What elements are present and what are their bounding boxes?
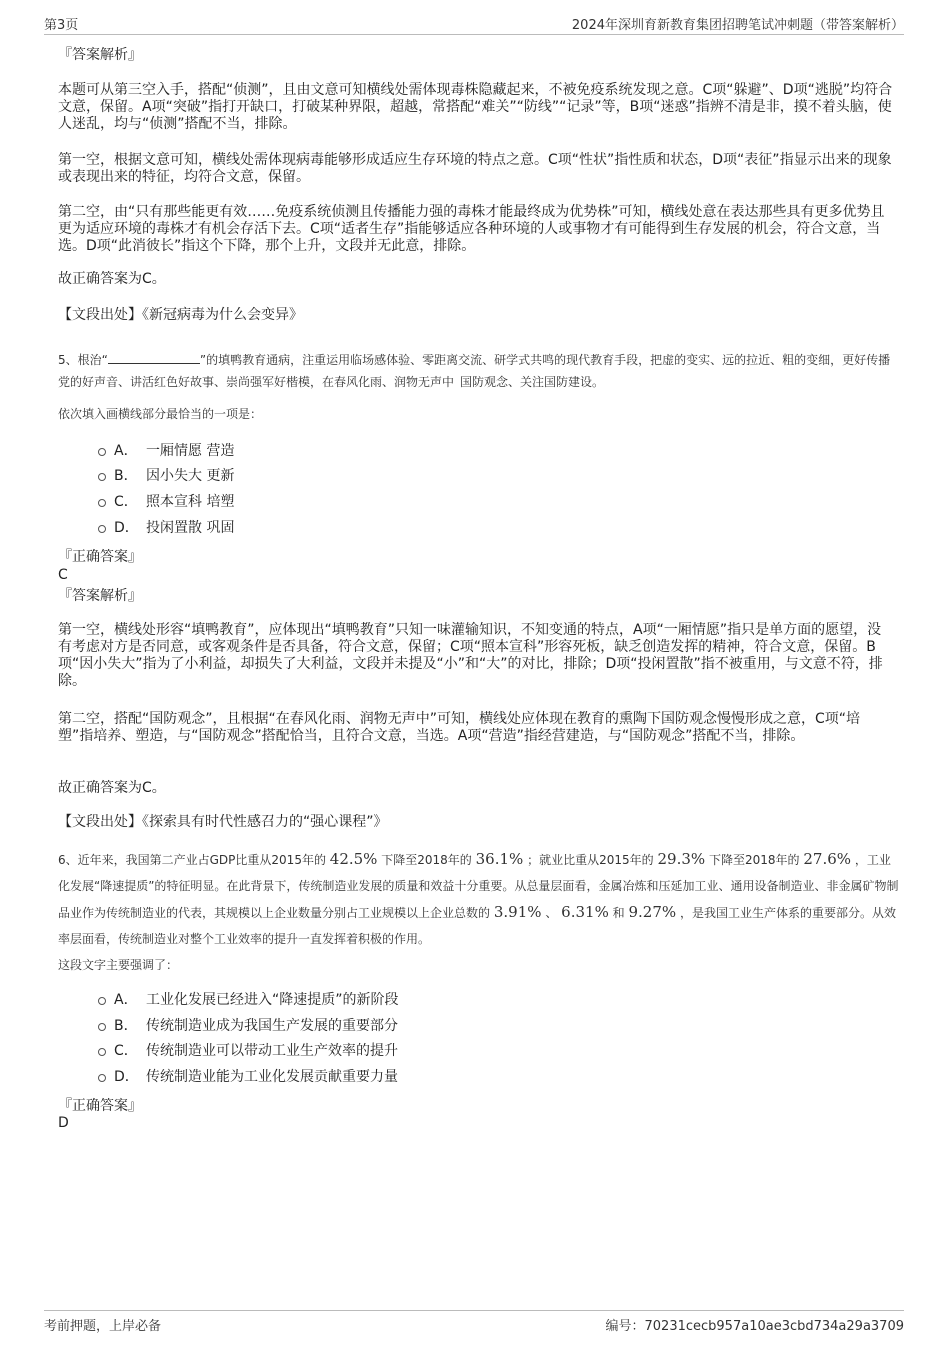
page-number: 第3页: [44, 18, 79, 33]
q5-stem: 5、根治“ ”的填鸭教育通病，注重运用临场感体验、零距离交流、研学式共鸣的现代教育手段，把虚的变实、远的拉近、粗的变细，更好传播党的好声音、讲活红色好故事、崇尚强军好楷模，在春风化雨、润物无声中 国防观念、关注国防建设。: [58, 353, 891, 389]
radio-icon[interactable]: [98, 473, 106, 481]
q6-value-7: 9.27%: [628, 903, 677, 921]
q4-analysis-paragraph-1: 本题可从第三空入手，搭配“侦测”，且由文意可知横线处需体现毒株隐藏起来，不被免疫系统发现之意。C项“躲避”、D项“逃脱”均符合文意，保留。A项“突破”指打开缺口，打破某种界限，超越，常搭配“难关”“防线”“记录”等，B项“迷惑”指辨不清是非，摸不着头脑，使人迷乱，均与“侦测”搭配不当，排除。: [58, 82, 893, 132]
q6-option-d[interactable]: D． 传统制造业能为工业化发展贡献重要力量: [98, 1069, 398, 1086]
q6-value-6: 6.31%: [561, 903, 609, 921]
q5-option-b[interactable]: B． 因小失大 更新: [98, 468, 234, 485]
q5-prompt: 依次填入画横线部分最恰当的一项是：: [58, 407, 263, 421]
q5-option-c[interactable]: C． 照本宣科 培塑: [98, 494, 234, 511]
q5-source: 【文段出处】《探索具有时代性感召力的“强心课程”》: [58, 814, 388, 830]
footer-slogan: 考前押题，上岸必备: [44, 1319, 162, 1334]
q5-analysis-paragraph-1: 第一空，横线处形容“填鸭教育”，应体现出“填鸭教育”只知一味灌输知识，不知变通的特点，A项“一厢情愿”指只是单方面的愿望，没有考虑对方是否同意，或客观条件是否具备，符合文意，保留；C项“照本宣科”形容死板，缺乏创造发挥的精神，符合文意，保留。B项“因小失大”指为了小利益，却损失了大利益，文段并未提及“小”和“大”的对比，排除；D项“投闲置散”指不被重用，与文意不符，排除。: [58, 622, 883, 689]
q4-analysis-paragraph-2: 第一空，根据文意可知，横线处需体现病毒能够形成适应生存环境的特点之意。C项“性状”指性质和状态，D项“表征”指显示出来的现象或表现出来的特征，均符合文意，保留。: [58, 152, 892, 185]
document-title: 2024年深圳育新教育集团招聘笔试冲刺题（带答案解析）: [571, 18, 904, 33]
q6-prompt: 这段文字主要强调了：: [58, 958, 179, 972]
q4-source: 【文段出处】《新冠病毒为什么会变异》: [58, 307, 303, 323]
q6-option-c[interactable]: C． 传统制造业可以带动工业生产效率的提升: [98, 1043, 398, 1060]
q6-answer-label: 『正确答案』: [58, 1098, 142, 1114]
q6-value-5: 3.91%: [493, 903, 542, 921]
radio-icon[interactable]: [98, 499, 106, 507]
q5-option-d[interactable]: D． 投闲置散 巩固: [98, 520, 234, 537]
radio-icon[interactable]: [98, 997, 106, 1005]
q5-conclusion: 故正确答案为C。: [58, 780, 166, 796]
q5-answer-label: 『正确答案』: [58, 549, 142, 565]
radio-icon[interactable]: [98, 1023, 106, 1031]
q6-stem: 6、近年来，我国第二产业占GDP比重从2015年的 42.5% 下降至2018年的 36.1% ；就业比重从2015年的 29.3% 下降至2018年的 27.6% ，工业化发展“降速提质”的特征明显。在此背景下，传统制造业发展的质量和效益十分重要。从总量层面看，金属冶炼和压延加工业、通用设备制造业、非金属矿物制品业作为传统制造业的代表，其规模以上企业数量分别占工业规模以上企业总数的 3.91% 、 6.31% 和 9.27% ，是我国工业生产体系的重要部分。从效率层面看，传统制造业对整个工业效率的提升一直发挥着积极的作用。: [58, 850, 899, 946]
radio-icon[interactable]: [98, 1074, 106, 1082]
q5-blank: [108, 351, 200, 364]
q5-option-a[interactable]: A． 一厢情愿 营造: [98, 443, 234, 460]
q6-value-4: 27.6%: [803, 850, 852, 868]
page-footer: [44, 1310, 904, 1335]
q4-conclusion: 故正确答案为C。: [58, 271, 166, 287]
q6-value-2: 36.1%: [475, 850, 524, 868]
radio-icon[interactable]: [98, 1048, 106, 1056]
document-id: 编号：70231cecb957a10ae3cbd734a29a3709: [605, 1319, 904, 1334]
radio-icon[interactable]: [98, 448, 106, 456]
radio-icon[interactable]: [98, 525, 106, 533]
q5-analysis-paragraph-2: 第二空，搭配“国防观念”，且根据“在春风化雨、润物无声中”可知，横线处应体现在教育的熏陶下国防观念慢慢形成之意，C项“培塑”指培养、塑造，与“国防观念”搭配恰当，且符合文意，当选。A项“营造”指经营建造，与“国防观念”搭配不当，排除。: [58, 711, 861, 744]
q4-analysis-label: 『答案解析』: [58, 47, 142, 63]
q4-analysis-paragraph-3: 第二空，由“只有那些能更有效……免疫系统侦测且传播能力强的毒株才能最终成为优势株”可知，横线处意在表达那些具有更多优势且更为适应环境的毒株才有机会存活下去。C项“适者生存”指能够适应各种环境的人或事物才有可能得到生存发展的机会，符合文意，当选。D项“此消彼长”指这个下降，那个上升，文段并无此意，排除。: [58, 204, 885, 254]
q5-answer: C: [58, 567, 68, 583]
q6-option-a[interactable]: A． 工业化发展已经进入“降速提质”的新阶段: [98, 992, 399, 1009]
q6-option-b[interactable]: B． 传统制造业成为我国生产发展的重要部分: [98, 1018, 398, 1035]
q6-value-3: 29.3%: [657, 850, 706, 868]
q5-analysis-label: 『答案解析』: [58, 588, 142, 604]
page-header: [44, 12, 904, 35]
q6-value-1: 42.5%: [329, 850, 378, 868]
q6-answer: D: [58, 1115, 69, 1131]
